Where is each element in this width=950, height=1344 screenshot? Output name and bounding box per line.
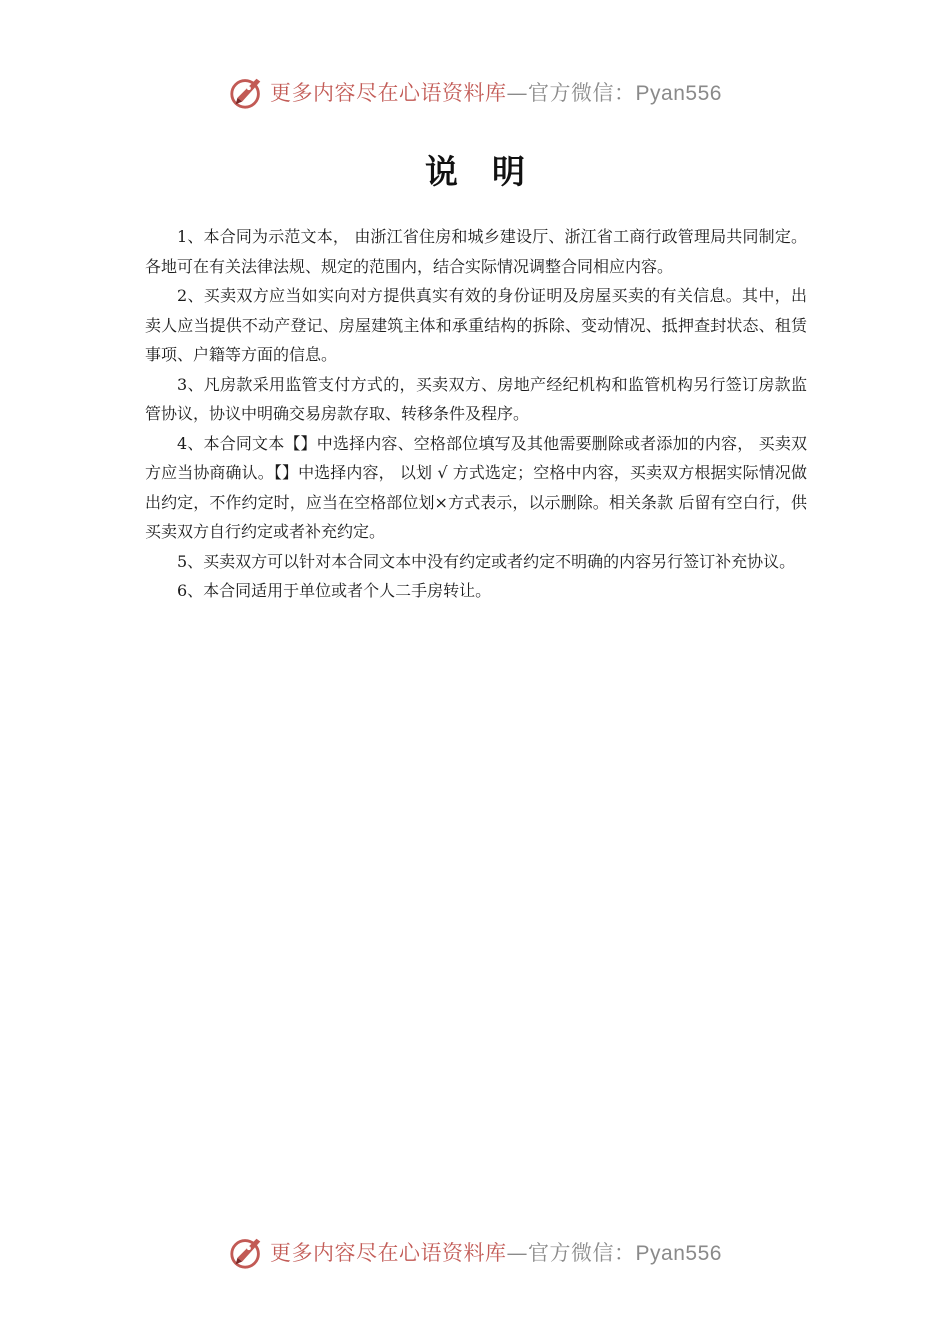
document-body (145, 222, 807, 606)
pen-logo-icon (228, 73, 266, 111)
page-title: 说明 (425, 152, 559, 191)
paragraph-5: 5、买卖双方可以针对本合同文本中没有约定或者约定不明确的内容另行签订补充协议。 (177, 551, 796, 571)
watermark-main-text: 更多内容尽在心语资料库 (270, 1241, 507, 1265)
paragraph-6: 6、本合同适用于单位或者个人二手房转让。 (177, 581, 492, 600)
watermark-account: Pyan556 (635, 1242, 722, 1265)
paragraph-2: 2、买卖双方应当如实向对方提供真实有效的身份证明及房屋买卖的有关信息。其中，出卖人应当提供不动产登记、房屋建筑主体和承重结构的拆除、变动情况、抵押查封状态、租赁事项、户籍等方面的信息。 (145, 286, 807, 364)
watermark-dash: — (506, 81, 529, 105)
paragraph-3: 3、凡房款采用监管支付方式的，买卖双方、房地产经纪机构和监管机构另行签订房款监管协议，协议中明确交易房款存取、转移条件及程序。 (145, 374, 807, 423)
paragraph-4: 4、本合同文本【】中选择内容、空格部位填写及其他需要删除或者添加的内容， 买卖双方应当协商确认。【】中选择内容， 以划 √ 方式选定；空格中内容，买卖双方根据实际情况做出约定，不作约定时，应当在空格部位划×方式表示，以示删除。相关条款 后留有空白行，供买卖双方自行约定或者补充约定。 (145, 433, 807, 541)
paragraph-1: 1、本合同为示范文本， 由浙江省住房和城乡建设厅、浙江省工商行政管理局共同制定。各地可在有关法律法规、规定的范围内，结合实际情况调整合同相应内容。 (145, 227, 807, 276)
watermark-text (270, 77, 722, 107)
watermark-footer (0, 1230, 950, 1274)
watermark-header (0, 70, 950, 114)
watermark-label: 官方微信： (528, 1241, 636, 1265)
watermark-account: Pyan556 (635, 82, 722, 105)
watermark-label: 官方微信： (528, 81, 636, 105)
watermark-main-text: 更多内容尽在心语资料库 (270, 81, 507, 105)
pen-logo-icon (228, 1233, 266, 1271)
watermark-text (270, 1237, 722, 1267)
watermark-dash: — (506, 1241, 529, 1265)
